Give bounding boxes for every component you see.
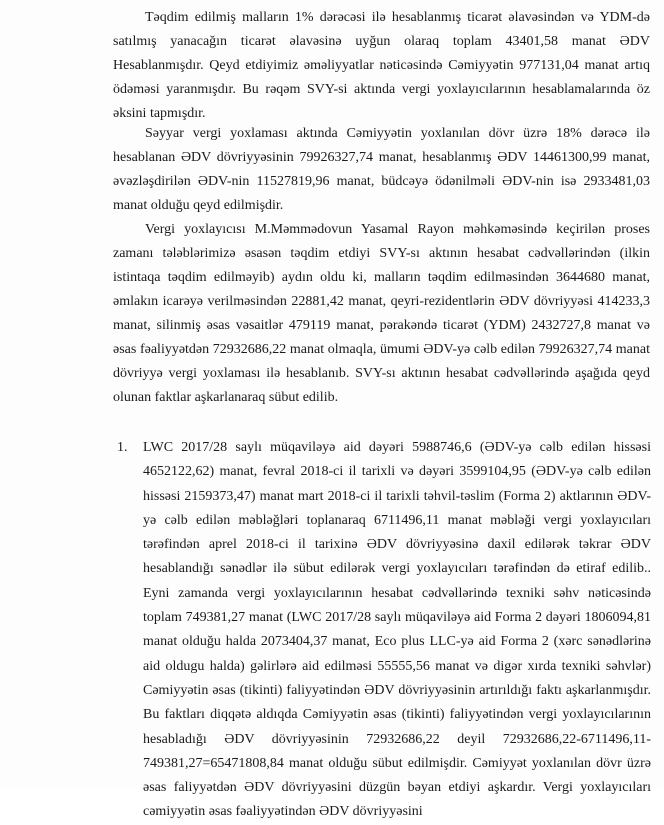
list-item	[117, 436, 651, 825]
list-item-text: LWC 2017/28 saylı müqaviləyə aid dəyəri 5988746,6 (ƏDV-yə cəlb edilən hissəsi 4652122,62) manat, fevral 2018-ci il tarixli və dəyəri 3599104,95 (ƏDV-yə cəlb edilən hissəsi 2159373,47) manat mart 2018-ci il tarixli təhvil-təslim (Forma 2) aktlarının ƏDV-yə cəlb edilən məbləğləri toplanaraq 6711496,11 manat məbləği vergi yoxlayıcıları tərəfindən aprel 2018-ci il tarixinə ƏDV dövriyyəsinə daxil edilərək təkrar ƏDV hesablandığı sənədlər ilə sübut edilərək vergi yoxlayıcıları tərəfindən də etiraf edilib.. Eyni zamanda vergi yoxlayıcılarının hesabat cədvəllərində texniki səhv nəticəsində toplam 749381,27 manat (LWC 2017/28 saylı müqaviləyə aid Forma 2 dəyəri 1806094,81 manat olduğu halda 2073404,37 manat, Eco plus LLC-yə aid Forma 2 (xərc sənədlərinə aid oldugu halda) gəlirlərə aid edilməsi 55555,56 manat və digər xırda texniki səhvlər) Cəmiyyətin əsas (tikinti) faliyyətindən ƏDV dövriyyəsinin artırıldığı faktı aşkarlanmışdır. Bu faktları diqqətə aldıqda Cəmiyyətin əsas (tikinti) faliyyətindən vergi yoxlayıcılarının hesabladığı ƏDV dövriyyəsinin 72932686,22 deyil 72932686,22-6711496,11-749381,27=65471808,84 manat olduğu sübut edilmişdir. Cəmiyyət yoxlanılan dövr üzrə əsas faliyyətdən ƏDV dövriyyəsini düzgün bəyan etdiyi aşkardır. Vergi yoxlayıcıları cəmiyyətin əsas fəaliyyətindən ƏDV dövriyyəsini	[143, 440, 651, 820]
list-marker: 1.	[117, 440, 128, 455]
paragraph	[113, 218, 650, 410]
numbered-list	[117, 436, 651, 825]
paragraph-text: Vergi yoxlayıcısı M.Məmmədovun Yasamal Rayon məhkəməsində keçirilən proses zamanı tələblərimizə əsasən təqdim etdiyi SVY-sı aktının hesabat cədvəllərindən (ilkin istintaqa təqdim edilməyib) aydın oldu ki, malların təqdim edilməsindən 3644680 manat, əmlakın icarəyə verilməsindən 22881,42 manat, qeyri-rezidentlərin ƏDV dövriyyəsi 414233,3 manat, silinmiş əsas vəsaitlər 479119 manat, pərakəndə ticarət (YDM) 2432727,8 manat və əsas fəaliyyətdən 72932686,22 manat olmaqla, ümumi ƏDV-yə cəlb edilən 79926327,74 manat dövriyyə vergi yoxlaması ilə hesablanıb. SVY-sı aktının hesabat cədvəllərində aşağıda qeyd olunan faktlar aşkarlanaraq sübut edilib.	[113, 222, 650, 405]
paragraph	[113, 122, 650, 218]
paragraph-text: Təqdim edilmiş malların 1% dərəcəsi ilə hesablanmış ticarət əlavəsindən və YDM-də satılmış yanacağın ticarət əlavəsinə uyğun olaraq toplam 43401,58 manat ƏDV Hesablanmışdır. Qeyd etdiyimiz əməliyyatlar nəticəsində Cəmiyyətin 977131,04 manat artıq ödəməsi yaranmışdır. Bu rəqəm SVY-si aktında vergi yoxlayıcılarının hesablamalarında öz əksini tapmışdır.	[113, 10, 650, 121]
paragraph-text: Səyyar vergi yoxlaması aktında Cəmiyyətin yoxlanılan dövr üzrə 18% dərəcə ilə hesablanan ƏDV dövriyyəsinin 79926327,74 manat, hesablanmış ƏDV 14461300,99 manat, əvəzləşdirilən ƏDV-nin 11527819,96 manat, büdcəyə ödənilməli ƏDV-nin isə 2933481,03 manat olduğu qeyd edilmişdir.	[113, 126, 650, 213]
paragraph	[113, 6, 650, 126]
